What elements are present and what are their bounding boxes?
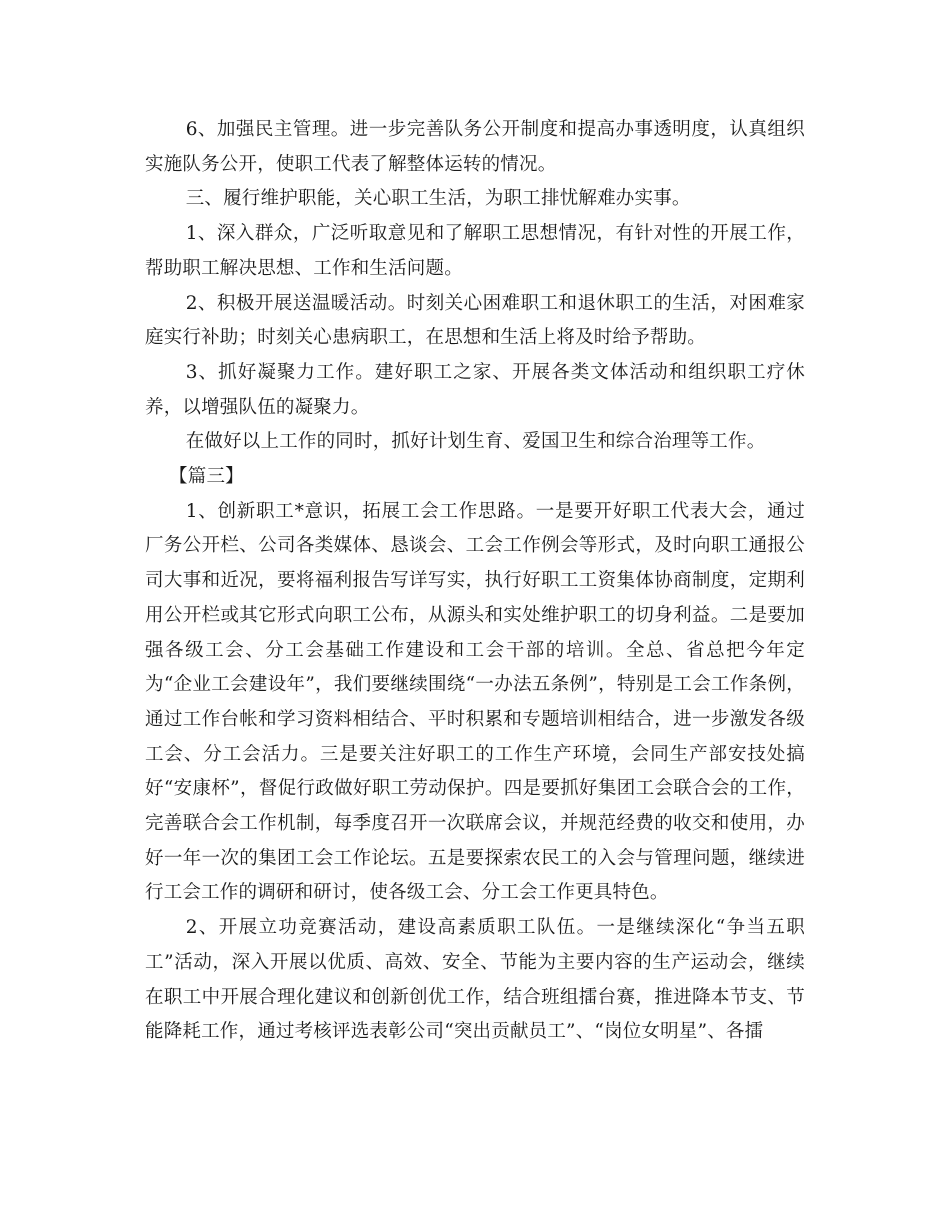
paragraph-other-work: 在做好以上工作的同时，抓好计划生育、爱国卫生和综合治理等工作。 xyxy=(185,431,766,453)
paragraph-merit-competition: 2、开展立功竞赛活动，建设高素质职工队伍。一是继续深化“争当五职工”活动，深入开展以优质、高效、安全、节能为主要内容的生产运动会，继续在职工中开展合理化建议和创新创优工作，结合班组擂台赛，推进降本节支、节能降耗工作，通过考核评选表彰公司“突出贡献员工”、“岗位女明星”、各擂 xyxy=(145,917,805,1043)
paragraph-democratic-management: 6、加强民主管理。进一步完善队务公开制度和提高办事透明度，认真组织实施队务公开，使职工代表了解整体运转的情况。 xyxy=(145,119,805,175)
paragraph-cohesion-work: 3、抓好凝聚力工作。建好职工之家、开展各类文体活动和组织职工疗休养，以增强队伍的凝聚力。 xyxy=(145,361,805,418)
paragraph-send-warmth: 2、积极开展送温暖活动。时刻关心困难职工和退休职工的生活，对困难家庭实行补助；时刻关心患病职工，在思想和生活上将及时给予帮助。 xyxy=(145,292,805,349)
section-heading-three: 三、履行维护职能，关心职工生活，为职工排忧解难办实事。 xyxy=(185,188,691,210)
chapter-heading-part-three: 【篇三】 xyxy=(169,466,244,488)
document-body xyxy=(145,113,805,1050)
paragraph-listen-to-workers: 1、深入群众，广泛听取意见和了解职工思想情况，有针对性的开展工作，帮助职工解决思想、工作和生活问题。 xyxy=(145,223,805,279)
paragraph-innovate-union-work: 1、创新职工*意识，拓展工会工作思路。一是要开好职工代表大会，通过厂务公开栏、公司各类媒体、恳谈会、工会工作例会等形式，及时向职工通报公司大事和近况，要将福利报告写详写实，执行好职工工资集体协商制度，定期利用公开栏或其它形式向职工公布，从源头和实处维护职工的切身利益。二是要加强各级工会、分工会基础工作建设和工会干部的培训。全总、省总把今年定为“企业工会建设年”，我们要继续围绕“一办法五条例”，特别是工会工作条例，通过工作台帐和学习资料相结合、平时积累和专题培训相结合，进一步激发各级工会、分工会活力。三是要关注好职工的工作生产环境，会同生产部安技处搞好“安康杯”，督促行政做好职工劳动保护。四是要抓好集团工会联合会的工作，完善联合会工作机制，每季度召开一次联席会议，并规范经费的收交和使用，办好一年一次的集团工会工作论坛。五是要探索农民工的入会与管理问题，继续进行工会工作的调研和研讨，使各级工会、分工会工作更具特色。 xyxy=(145,500,805,904)
